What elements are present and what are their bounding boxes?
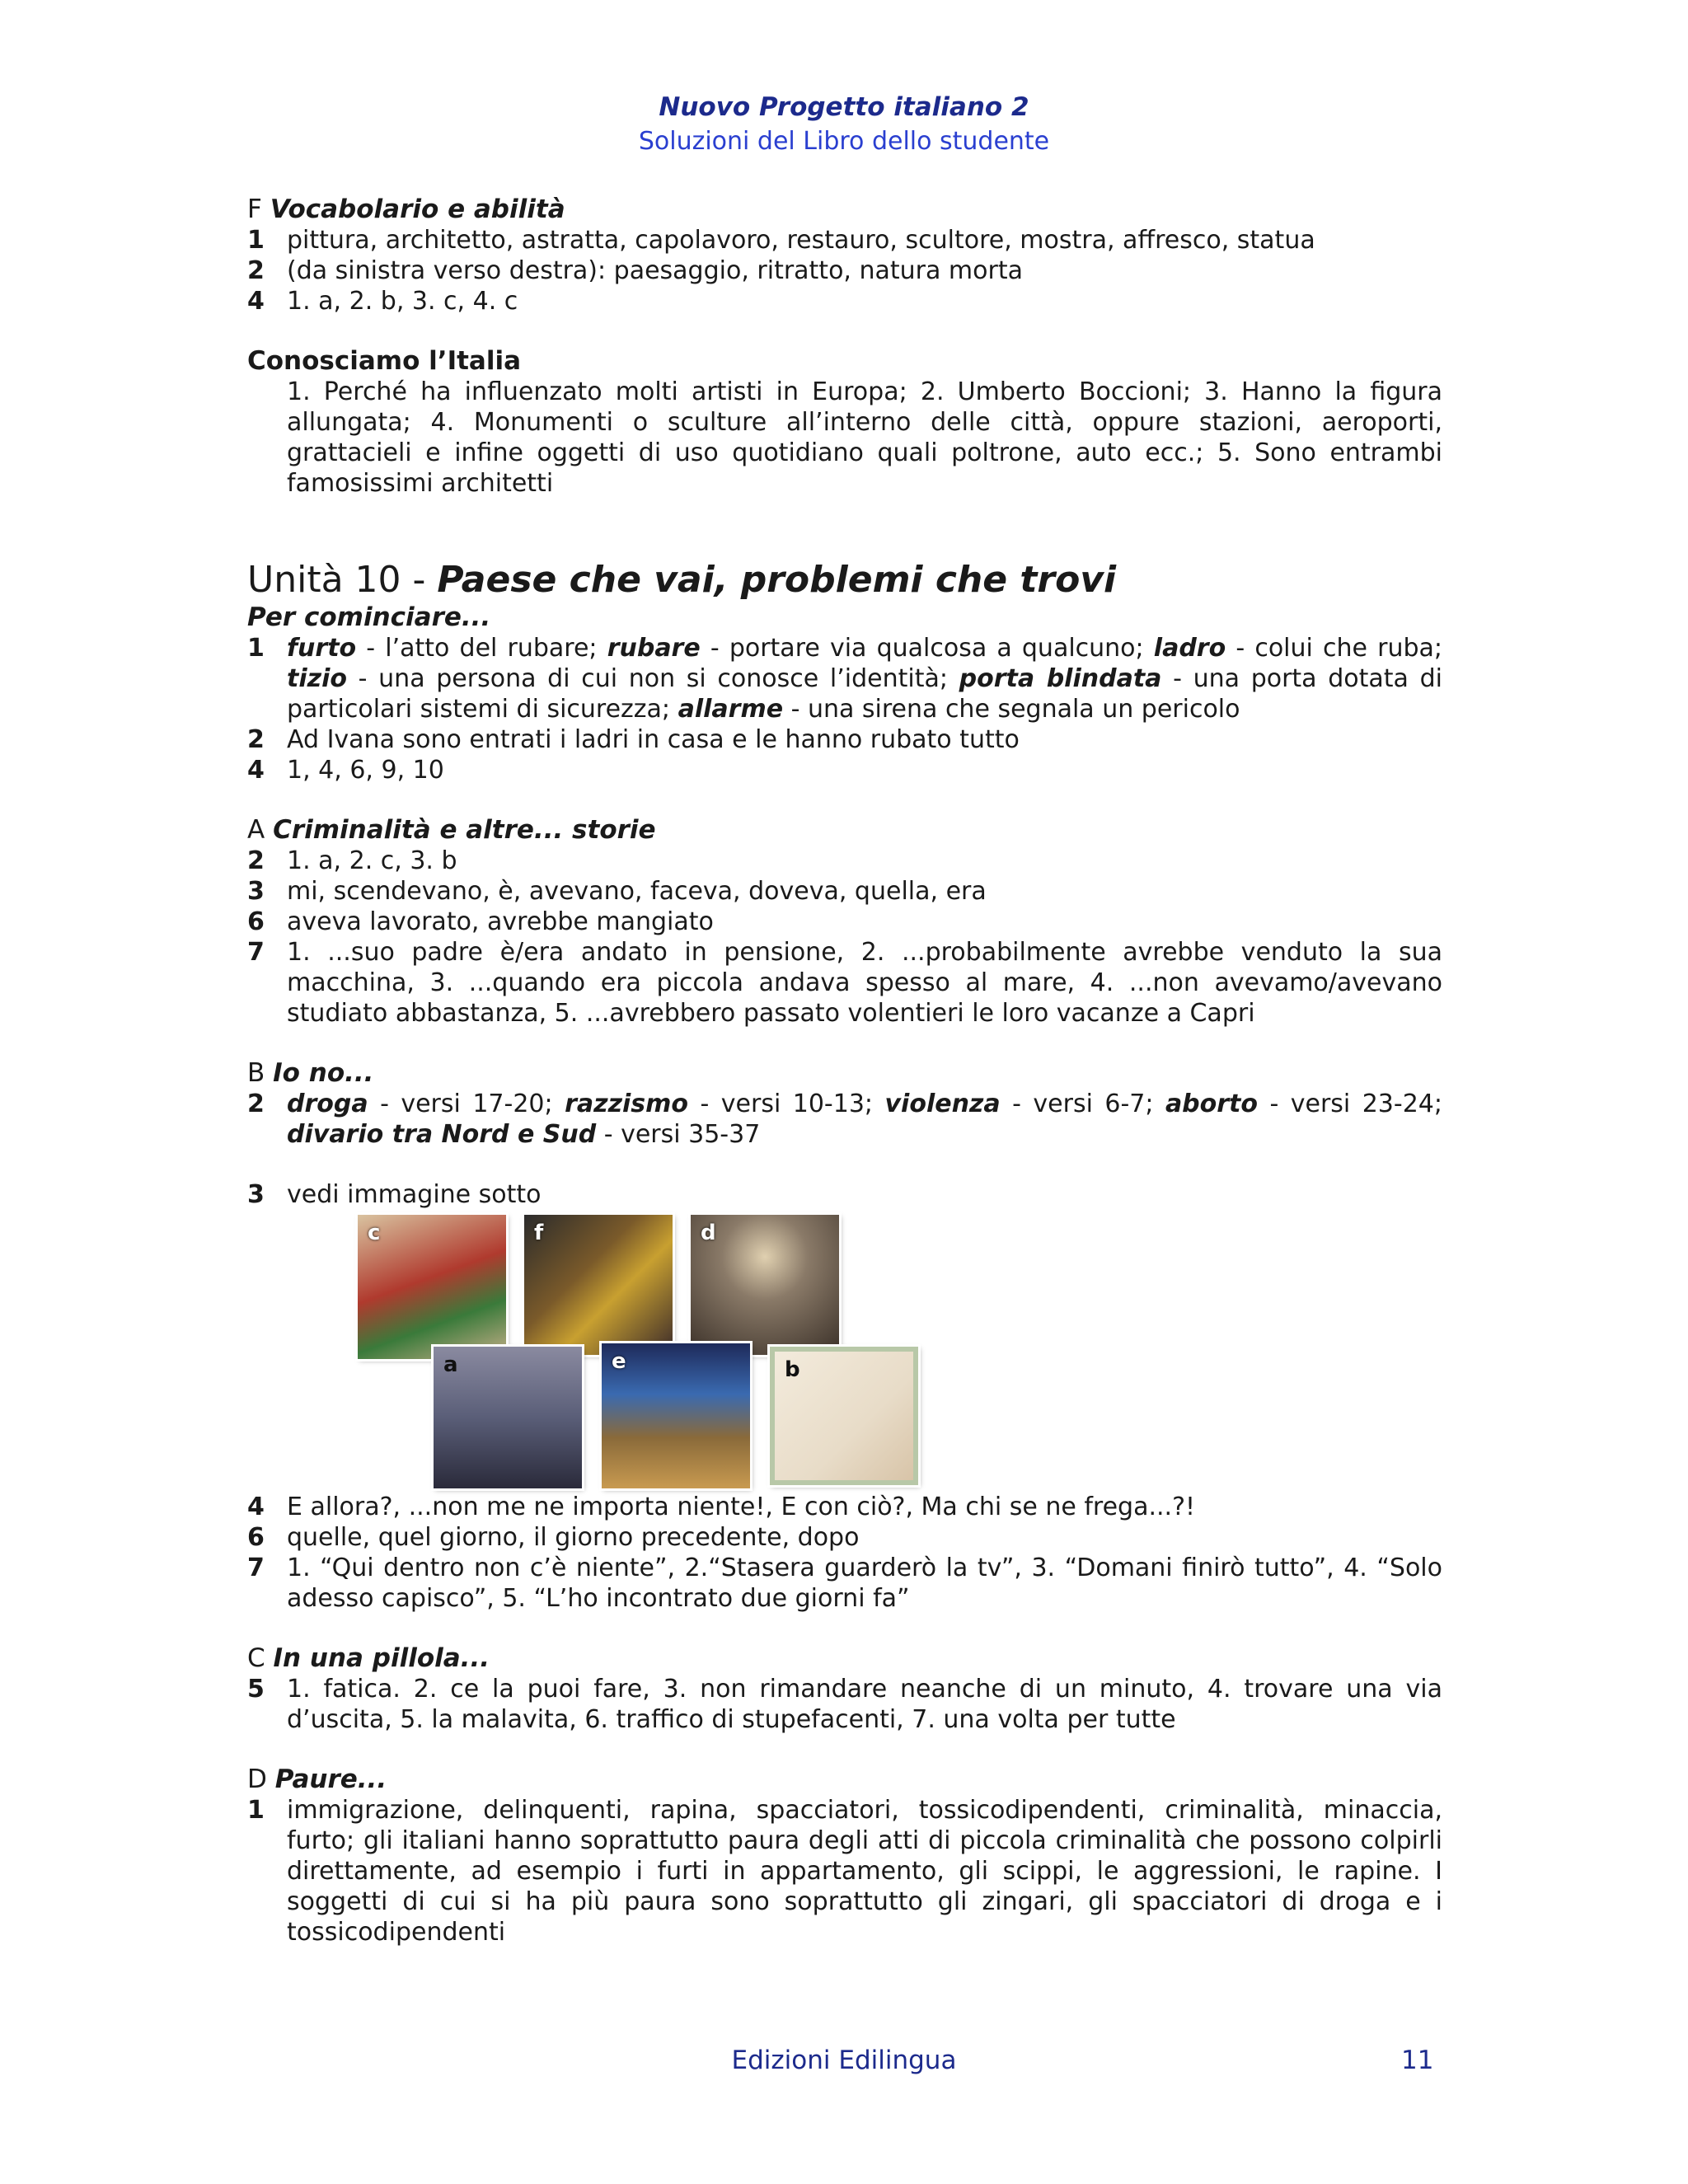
list-item: 1 immigrazione, delinquenti, rapina, spacciatori, tossicodipendenti, criminalità, minaccia, furto; gli italiani hanno soprattutto paura degli atti di piccola criminalità che possono colpirli direttamente, ad esempio i furti in appartamento, gli scippi, le aggressioni, le rapine. I soggetti di cui si ha più paura sono soprattutto gli zingari, gli spacciatori di droga e i tossicodipendenti	[247, 1796, 1442, 1947]
list-item: 2 Ad Ivana sono entrati i ladri in casa e le hanno rubato tutto	[247, 725, 1020, 754]
list-item: 1 pittura, architetto, astratta, capolavoro, restauro, scultore, mostra, affresco, statua	[247, 226, 1315, 255]
photo-f: f	[524, 1215, 673, 1355]
list-item: 7 1. “Qui dentro non c’è niente”, 2.“Stasera guarderò la tv”, 3. “Domani finirò tutto”, 4. “Solo adesso capisco”, 5. “L’ho incontrato due giorni fa”	[247, 1554, 1442, 1613]
list-item: 4 E allora?, ...non me ne importa niente!, E con ciò?, Ma chi se ne frega...?!	[247, 1493, 1196, 1521]
page-number: 11	[1401, 2046, 1434, 2075]
list-item: 6 aveva lavorato, avrebbe mangiato	[247, 907, 714, 936]
header-subtitle: Soluzioni del Libro dello studente	[638, 127, 1050, 156]
list-item: 4 1, 4, 6, 9, 10	[247, 756, 444, 785]
photo-a: a	[434, 1347, 582, 1488]
list-item: 2 (da sinistra verso destra): paesaggio, ritratto, natura morta	[247, 256, 1023, 285]
header-title: Nuovo Progetto italiano 2	[659, 92, 1029, 122]
list-item: 3 mi, scendevano, è, avevano, faceva, doveva, quella, era	[247, 877, 987, 906]
list-item: 7 1. ...suo padre è/era andato in pensione, 2. ...probabilmente avrebbe venduto la sua macchina, 3. ...quando era piccola andava spesso al mare, 4. ...non avevamo/avevano studiato abbastanza, 5. ...avrebbero passato volentieri le loro vacanze a Capri	[247, 938, 1442, 1028]
list-item: 3 vedi immagine sotto	[247, 1180, 542, 1209]
list-item: 2 droga - versi 17-20; razzismo - versi 10-13; violenza - versi 6-7; aborto - versi 23-24; divario tra Nord e Sud - versi 35-37	[247, 1090, 1443, 1149]
photo-b: b	[770, 1347, 918, 1485]
photo-collage	[358, 1212, 1442, 1492]
list-item: 5 1. fatica. 2. ce la puoi fare, 3. non rimandare neanche di un minuto, 4. trovare una via d’uscita, 5. la malavita, 6. traffico di stupefacenti, 7. una volta per tutte	[247, 1675, 1442, 1734]
content	[247, 194, 1442, 1947]
intro-heading: Per cominciare...	[247, 602, 491, 632]
section-d-heading: D Paure...	[247, 1765, 387, 1794]
unit-title: Unità 10 - Paese che vai, problemi che trovi	[247, 559, 1117, 601]
list-item: 1 furto - l’atto del rubare; rubare - portare via qualcosa a qualcuno; ladro - colui che ruba; tizio - una persona di cui non si conosce l’identità; porta blindata - una porta dotata di particolari sistemi di sicurezza; allarme - una sirena che segnala un pericolo	[247, 634, 1442, 724]
footer-publisher: Edizioni Edilingua	[731, 2046, 957, 2075]
section-f-heading: F Vocabolario e abilità	[247, 194, 565, 224]
photo-c: c	[358, 1215, 506, 1359]
list-item: 6 quelle, quel giorno, il giorno precedente, dopo	[247, 1523, 860, 1552]
list-item: 2 1. a, 2. c, 3. b	[247, 846, 457, 875]
section-italia-heading: Conosciamo l’Italia	[247, 346, 522, 376]
section-c-heading: C In una pillola...	[247, 1643, 490, 1673]
italia-text: 1. Perché ha influenzato molti artisti in Europa; 2. Umberto Boccioni; 3. Hanno la figura allungata; 4. Monumenti o sculture all’interno delle città, oppure stazioni, aeroporti, grattacieli e infine oggetti di uso quotidiano quali poltrone, auto ecc.; 5. Sono entrambi famosissimi architetti	[287, 377, 1442, 498]
list-item: 4 1. a, 2. b, 3. c, 4. c	[247, 287, 518, 316]
section-a-heading: A Criminalità e altre... storie	[247, 815, 656, 845]
section-b-heading: B Io no...	[247, 1058, 374, 1088]
photo-e: e	[602, 1343, 750, 1488]
photo-d: d	[691, 1215, 839, 1355]
